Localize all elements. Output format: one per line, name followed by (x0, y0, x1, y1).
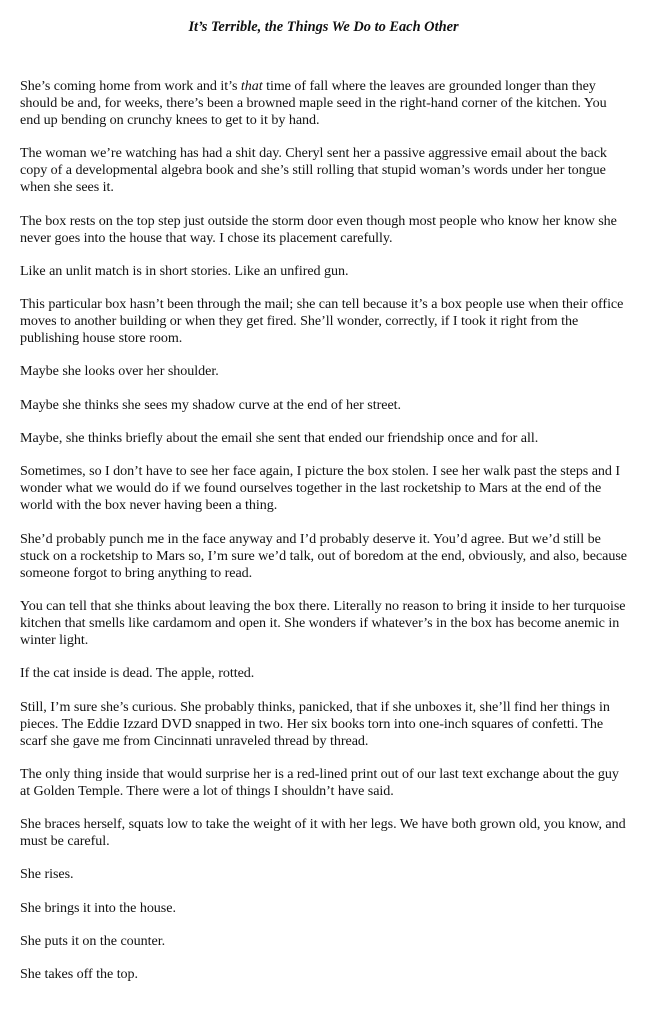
paragraph: If the cat inside is dead. The apple, rotted. (20, 665, 255, 682)
paragraph: She braces herself, squats low to take the weight of it with her legs. We have both grown old, you know, and must be careful. (20, 816, 626, 850)
paragraph-text: time of fall where the leaves are grounded longer than they should be and, for weeks, there’s been a browned maple seed in the right-hand corner of the kitchen. You end up bending on crunchy knees to get to it by hand. (20, 78, 607, 128)
paragraph: The box rests on the top step just outside the storm door even though most people who know her know she never goes into the house that way. I chose its placement carefully. (20, 212, 617, 246)
document-title: It’s Terrible, the Things We Do to Each Other (188, 19, 459, 35)
paragraph: She rises. (20, 866, 74, 883)
paragraph: She brings it into the house. (20, 899, 176, 916)
paragraph: The woman we’re watching has had a shit day. Cheryl sent her a passive aggressive email about the back copy of a developmental algebra book and she’s still rolling that stupid woman’s words under her tongue when she sees it. (20, 145, 607, 196)
paragraph: Like an unlit match is in short stories. Like an unfired gun. (20, 262, 349, 279)
paragraph: Maybe, she thinks briefly about the email she sent that ended our friendship once and for all. (20, 430, 539, 447)
paragraph (20, 78, 627, 129)
paragraph: She puts it on the counter. (20, 933, 166, 950)
emphasized-text: that (240, 78, 263, 94)
paragraph: Still, I’m sure she’s curious. She probably thinks, panicked, that if she unboxes it, she’ll find her things in pieces. The Eddie Izzard DVD snapped in two. Her six books torn into one-inch squares of confetti. The scarf she gave me from Cincinnati unraveled thread by thread. (20, 698, 610, 749)
paragraph: Maybe she thinks she sees my shadow curve at the end of her street. (20, 396, 401, 413)
paragraph-text: She’s coming home from work and it’s (20, 78, 241, 94)
paragraph: Maybe she looks over her shoulder. (20, 363, 219, 380)
paragraph: You can tell that she thinks about leaving the box there. Literally no reason to bring it inside to her turquoise kitchen that smells like cardamom and open it. She wonders if whatever’s in the box has become anemic in winter light. (20, 597, 626, 648)
paragraph: This particular box hasn’t been through the mail; she can tell because it’s a box people use when their office moves to another building or when they get fired. She’ll wonder, correctly, if I took it right from the publishing house store room. (20, 296, 624, 347)
paragraph: She takes off the top. (20, 966, 139, 983)
paragraph: The only thing inside that would surprise her is a red-lined print out of our last text exchange about the guy at Golden Temple. There were a lot of things I shouldn’t have said. (20, 765, 619, 799)
paragraph: She’d probably punch me in the face anyway and I’d probably deserve it. You’d agree. But we’d still be stuck on a rocketship to Mars so, I’m sure we’d talk, out of boredom at the end, obviously, and also, because someone forgot to bring anything to read. (20, 530, 627, 581)
paragraph: Sometimes, so I don’t have to see her face again, I picture the box stolen. I see her walk past the steps and I wonder what we would do if we found ourselves together in the last rocketship to Mars at the end of the world with the box never having been a thing. (20, 463, 621, 514)
